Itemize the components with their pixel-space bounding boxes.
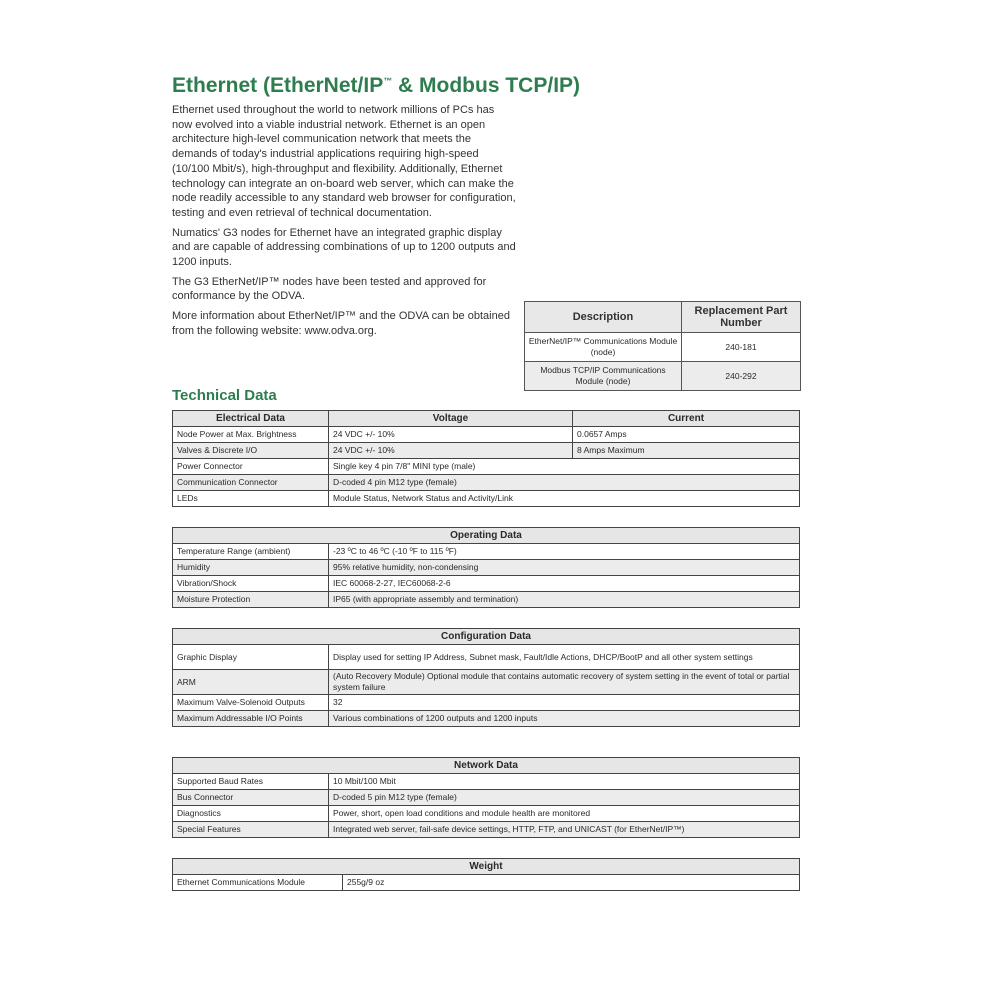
- table-row: [173, 806, 800, 822]
- table-row: [525, 333, 801, 362]
- table-row: [173, 790, 800, 806]
- part-number-header: Replacement Part Number: [682, 302, 801, 333]
- row-value: Display used for setting IP Address, Subnet mask, Fault/Idle Actions, DHCP/BootP and all other system settings: [329, 645, 800, 670]
- row-value: 95% relative humidity, non-condensing: [329, 560, 800, 576]
- table-row: [173, 670, 800, 695]
- table-row: [173, 592, 800, 608]
- row-label: LEDs: [173, 491, 329, 507]
- part-description: EtherNet/IP™ Communications Module (node): [525, 333, 682, 362]
- electrical-data-header: Electrical Data: [173, 411, 329, 427]
- row-value: Integrated web server, fail-safe device settings, HTTP, FTP, and UNICAST (for EtherNet/IP™): [329, 822, 800, 838]
- row-label: Maximum Addressable I/O Points: [173, 711, 329, 727]
- current-value: 8 Amps Maximum: [573, 443, 800, 459]
- intro-paragraph: Numatics' G3 nodes for Ethernet have an integrated graphic display and are capable of addressing combinations of up to 1200 outputs and 1200 inputs.: [172, 226, 516, 269]
- voltage-value: 24 VDC +/- 10%: [329, 443, 573, 459]
- row-label: Moisture Protection: [173, 592, 329, 608]
- table-row: [173, 822, 800, 838]
- row-value: D-coded 4 pin M12 type (female): [329, 475, 800, 491]
- intro-paragraph: More information about EtherNet/IP™ and the ODVA can be obtained from the following website: www.odva.org.: [172, 310, 510, 337]
- replacement-part-table: [524, 301, 801, 391]
- row-value: 32: [329, 695, 800, 711]
- table-row: [173, 695, 800, 711]
- row-label: Diagnostics: [173, 806, 329, 822]
- row-label: ARM: [173, 670, 329, 695]
- row-label: Ethernet Communications Module: [173, 875, 343, 891]
- table-row: [173, 475, 800, 491]
- weight-header: Weight: [173, 859, 800, 875]
- table-row: [173, 459, 800, 475]
- intro-text: [172, 103, 517, 344]
- current-value: 0.0657 Amps: [573, 427, 800, 443]
- row-value: Various combinations of 1200 outputs and 1200 inputs: [329, 711, 800, 727]
- row-value: IP65 (with appropriate assembly and termination): [329, 592, 800, 608]
- table-row: [173, 645, 800, 670]
- row-label: Maximum Valve-Solenoid Outputs: [173, 695, 329, 711]
- intro-paragraph: The G3 EtherNet/IP™ nodes have been tested and approved for conformance by the ODVA.: [172, 275, 487, 303]
- row-value: Power, short, open load conditions and module health are monitored: [329, 806, 800, 822]
- technical-data-title: Technical Data: [172, 387, 277, 404]
- row-value: IEC 60068-2-27, IEC60068-2-6: [329, 576, 800, 592]
- table-row: [173, 560, 800, 576]
- row-value: Single key 4 pin 7/8" MINI type (male): [329, 459, 800, 475]
- row-value: D-coded 5 pin M12 type (female): [329, 790, 800, 806]
- table-row: [173, 576, 800, 592]
- table-row: [173, 544, 800, 560]
- weight-table: [172, 858, 800, 891]
- configuration-data-header: Configuration Data: [173, 629, 800, 645]
- table-row: [525, 362, 801, 391]
- row-label: Valves & Discrete I/O: [173, 443, 329, 459]
- row-value: (Auto Recovery Module) Optional module that contains automatic recovery of system setting in the event of total or partial system failure: [329, 670, 800, 695]
- row-label: Vibration/Shock: [173, 576, 329, 592]
- electrical-data-table: [172, 410, 800, 507]
- row-value: Module Status, Network Status and Activity/Link: [329, 491, 800, 507]
- row-value: -23 ºC to 46 ºC (-10 ºF to 115 ºF): [329, 544, 800, 560]
- row-value: 10 Mbit/100 Mbit: [329, 774, 800, 790]
- operating-data-table: [172, 527, 800, 608]
- row-label: Humidity: [173, 560, 329, 576]
- table-row: [173, 711, 800, 727]
- table-row: [173, 427, 800, 443]
- operating-data-header: Operating Data: [173, 528, 800, 544]
- network-data-header: Network Data: [173, 758, 800, 774]
- current-header: Current: [573, 411, 800, 427]
- description-header: Description: [525, 302, 682, 333]
- voltage-value: 24 VDC +/- 10%: [329, 427, 573, 443]
- row-label: Supported Baud Rates: [173, 774, 329, 790]
- table-row: [173, 875, 800, 891]
- row-label: Temperature Range (ambient): [173, 544, 329, 560]
- row-label: Communication Connector: [173, 475, 329, 491]
- page-title: Ethernet (EtherNet/IP™ & Modbus TCP/IP): [172, 74, 581, 97]
- part-description: Modbus TCP/IP Communications Module (node): [525, 362, 682, 391]
- part-number: 240-181: [682, 333, 801, 362]
- configuration-data-table: [172, 628, 800, 727]
- row-label: Power Connector: [173, 459, 329, 475]
- table-row: [173, 443, 800, 459]
- table-row: [173, 491, 800, 507]
- network-data-table: [172, 757, 800, 838]
- table-row: [173, 774, 800, 790]
- row-label: Graphic Display: [173, 645, 329, 670]
- row-label: Bus Connector: [173, 790, 329, 806]
- intro-paragraph: Ethernet used throughout the world to network millions of PCs has now evolved into a viable industrial network. Ethernet is an open architecture high-level communication network that meets the demands of today's industrial applications requiring high-speed (10/100 Mbit/s), high-throughput and flexibility. Additionally, Ethernet technology can integrate an on-board web server, which can make the node readily accessible to any standard web browser for configuration, testing and even retrieval of technical documentation.: [172, 104, 516, 219]
- row-label: Special Features: [173, 822, 329, 838]
- voltage-header: Voltage: [329, 411, 573, 427]
- row-value: 255g/9 oz: [343, 875, 800, 891]
- row-label: Node Power at Max. Brightness: [173, 427, 329, 443]
- part-number: 240-292: [682, 362, 801, 391]
